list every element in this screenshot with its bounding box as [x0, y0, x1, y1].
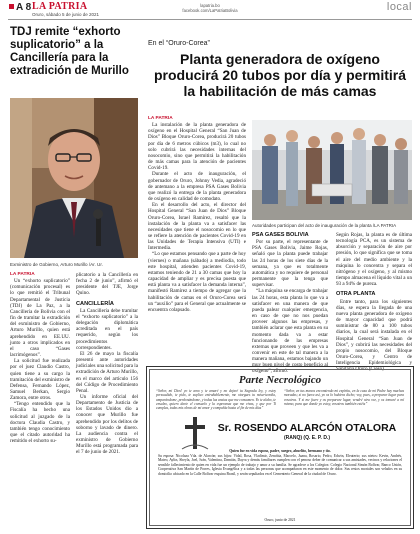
plant-inauguration-photo: [252, 120, 412, 220]
paragraph: Entre tanto, para los siguientes días, se espera la llegada de una nueva planta generadora de oxígeno de mayor capacidad que podrá suministrar de 80 a 100 tubos diarios, la cual será instalada en el Hospital General “San Juan de Dios”, y cubrirá las necesidades del propio nosocomio, del Bloque Oruro-Corea, y Centro de Inteligencia Epidemiológica y Sanitaria Oruro (Cieso).: [336, 298, 412, 373]
paragraph: La instalación de la planta generadora de oxígeno en el Hospital General “San Juan de Dios” Bloque Oruro-Corea, producirá 20 tubos por día de 6 metros cúbicos (m3), lo cual no solo cubrirá las necesidades internas del nosocomio, sino que permitirá la habilitación de más camas para la atención de pacientes Covid-19.: [148, 122, 246, 172]
nickname: (RANQ): [283, 435, 303, 441]
paragraph: En el desarrollo del acto, el director del Hospital General “San Juan de Dios” Bloque Oruro-Corea, Israel Ramírez, resaltó que la instalación de la planta va a satisfacer las necesidades que tiene el nosocomio en lo que se refiere la atención de pacientes Covid-19 en las Unidades de Terapia Intensiva (UTI) e Intermedia.: [148, 202, 246, 252]
paragraph: Por su parte, el representante de PSA Gases Bolivia, Jaime Rojas, señaló que la planta puede trabajar las 24 horas de los siete días de la semana, ya que es totalmente automática y no requiere de personal permanente que la tenga que supervisar.: [252, 239, 328, 289]
byline-tag: LA PATRIA: [10, 272, 35, 277]
paragraph: “Tengo entendido que la Fiscalía ha hecho una solicitud al juzgado de la doctora Claudia Castro, y también tengo conocimiento que el citado autoridad ha remitido el exhorto su-: [10, 401, 70, 445]
left-column-1: [10, 272, 70, 444]
rip: (Q. E. P. D.): [303, 435, 331, 441]
inauguration-illustration: [252, 120, 412, 220]
right-column-2: [252, 232, 328, 375]
cross-icon: [180, 415, 210, 451]
section-label: local: [386, 1, 412, 13]
verse-right: “Señor, en tus manos encomiendo mi espíritu, en la casa de mi Padre hay muchas moradas; si no fuera así, yo os lo hubiera dicho; voy, pues, a preparar lugar para vosotros. Y si me fuere y os preparare lugar, vendré otra vez, y os tomaré a mí mismo, para que donde yo estoy, vosotros también estéis”: [284, 389, 404, 406]
paragraph: “Lo que estamos pensando que a parte de hoy (viernes) o mañana (sábado) a mediodía, todo este hospital, atienden pacientes Covid-19, estamos teniendo de 21 a 30 camas que hoy la capacidad de ampliar y es precisa puesta que está planta va a satisfacer la demanda interna”, manifestó Ramírez a tiempo de agregar que la habilitación de camas en el Oruro-Corea será un “auxilio” para el General que actualmente se encuentra colapsado.: [148, 251, 246, 313]
paragraph: La Cancillería debe tramitar el “exhorto suplicatorio” a la delegación diplomática acreditada en el país requerido, según los procedimientos correspondientes.: [76, 307, 138, 351]
page-number: A 8: [9, 2, 31, 13]
obituary-notice: [146, 366, 414, 529]
kicker: En el “Oruro-Corea”: [148, 40, 210, 47]
subheading: PSA GASES BOLIVIA: [252, 232, 309, 238]
left-photo-caption: Exministro de Gobierno, Arturo Murillo /Ar. Ur.: [10, 262, 103, 267]
obituary-intro: Quien fue en vida esposo, padre, suegro, abuelito, hermano y tío.: [229, 449, 331, 453]
paragraph: Durante el acto de inauguración, el gobernador de Oruro, Johnny Vedia, agradeció de antemano a la empresa PSA Gases Bolivia que realizó la entrega de la planta generadora de oxígeno en calidad de comodato.: [148, 171, 246, 203]
website-link: lapatria.bo: [200, 3, 220, 8]
portrait-illustration: [10, 98, 138, 258]
byline-tag: LA PATRIA: [148, 116, 173, 121]
rip-line: [210, 435, 404, 441]
edition-date: Oruro, sábado 5 de junio de 2021: [32, 12, 100, 17]
right-column-1: [148, 116, 246, 313]
paragraph: La solicitud fue realizada por el juez Claudio Castro, quien tiene a su cargo la tramitación del exministro de Defensa, Fernando López, Samuel Berkan, Sergio Zamora, entre otros.: [10, 358, 70, 402]
obituary-inner-border: [149, 369, 411, 526]
left-column-2: [76, 272, 138, 456]
verse-left: “Señor, mi Dios! yo te amo y te amaré y no dejaré tu Sagrada ley, y estoy persuadido, te pido, te suplico entrañablemente, me otorgues tu misericordia, amparándome, perdonándome, y todas las ansias que me consumen. Yo te alabo, te ensalzo, quiero darte el consuelo y la esperanza que me vivas, y que por Ti cumplas, todas mis obras de mi amor y compañía hasta el fin de mis días”: [156, 389, 276, 411]
obituary-body: [158, 449, 402, 476]
red-square-icon: [9, 4, 14, 9]
paragraph: Un “exhorto suplicatorio” (comunicación procesal) es lo que remitió el Tribunal Departamental de Justicia (TDJ) de La Paz, a la Cancillería de Bolivia con el fin de tramitar la extradición del exministro de Gobierno, Arturo Murillo, quien está aprehendido en EE.UU. junto a otros implicados en el caso “Gases lacrimógenos”.: [10, 278, 70, 359]
right-column-3: [336, 232, 412, 372]
subheading: CANCILLERÍA: [76, 300, 114, 307]
newspaper-logo: LA PATRIA: [32, 1, 88, 12]
right-headline: Planta generadora de oxígeno producirá 20 tubos por día y permitirá la habilitación de más camas: [153, 51, 407, 99]
obituary-text: Su esposa: Nicolaza Vda. de Alarcón; sus hijos: Vidal, Rosa, Vladimir, Zenobia, Marcelo, Juana, Rosario, Pedro, Edwin, Eleuterio; sus nietos: Kevin, Andrés, Mateo, Aylin, Sheyla, Joel, Iván, Valentina, Damián, Dayra y demás familiares cumplen con el penoso deber de comunicar a sus amistades, vecinos y relaciones el sensible fallecimiento de quien en vida fue un ejemplo de trabajo y amor a su familia. Se agradece a los Colegios: Colegio Nacional Simón Bolívar, Banco Unión, Cooperativa San Martín de Porres, Iglesia Evangélica y a todas las personas que acompañaron en este momento de dolor. Sus restos mortales son velados en su domicilio ubicado en la Calle Bolívar esquina Brasil, y serán sepultados en el Cementerio General de la ciudad de Oruro.: [158, 453, 402, 476]
header-divider: [8, 19, 412, 20]
murillo-photo: [10, 98, 138, 258]
subheading: OTRA PLANTA: [336, 291, 376, 298]
paragraph: Según Rojas, la planta es de última tecnología PCA, es un sistema de absorción y separación de aire por presión, lo que significa que se toma el aire del medio ambiente y la máquina lo concentra y separa el nitrógeno y el oxígeno, y al mismo tiempo almacena el líquido vital a un 93 a 94% de pureza.: [336, 232, 412, 288]
deceased-name: Sr. ROSENDO ALARCÓN OTALORA: [217, 422, 397, 434]
left-headline: TDJ remite “exhorto suplicatorio” a la Cancillería para la extradición de Murillo: [10, 26, 129, 77]
social-link: facebook.com/LaPatriaBolivia: [182, 8, 238, 13]
obituary-signature: Oruro, junio de 2021: [264, 518, 296, 522]
paragraph: plicatorio a la Cancillería en fecha 2 de junio”, afirmó el presidente del TJE, Jorge Quino.: [76, 272, 138, 297]
paragraph: Un informe oficial del Departamento de Justicia de los Estados Unidos dio a conocer que Murillo fue aprehendido por los delitos de soborno y lavado de dinero. La audiencia contra el exministro de Gobierno Murillo está programada para el 7 de junio de 2021.: [76, 393, 138, 456]
header-links: [150, 3, 270, 13]
right-photo-caption: Autoridades participan del acto de inauguración de la planta /LA PATRIA: [252, 223, 397, 228]
obituary-heading: Parte Necrológico: [238, 374, 322, 386]
paragraph: El 26 de mayo la fiscalía presentó ante autoridades judiciales una solicitud para la extradición de Arturo Murillo, en el marco del artículo 156 del Código de Procedimiento Penal.: [76, 350, 138, 394]
paragraph: “La máquina se encarga de trabajar las 24 horas, esta planta lo que va a satisfacer en una manera de que pueda palear cualquier emergencia, en caso de que no nos puedan proveer algunos las empresas, y también aclarar que esta planta en su momento dada va a estar funcionando de las empresas externas que proveen y que les va a convenir en este de tal manera a la manera mañana, estamos bajando un muy buen nivel de costo beneficio al oxígeno”, afirmó.: [252, 288, 328, 375]
